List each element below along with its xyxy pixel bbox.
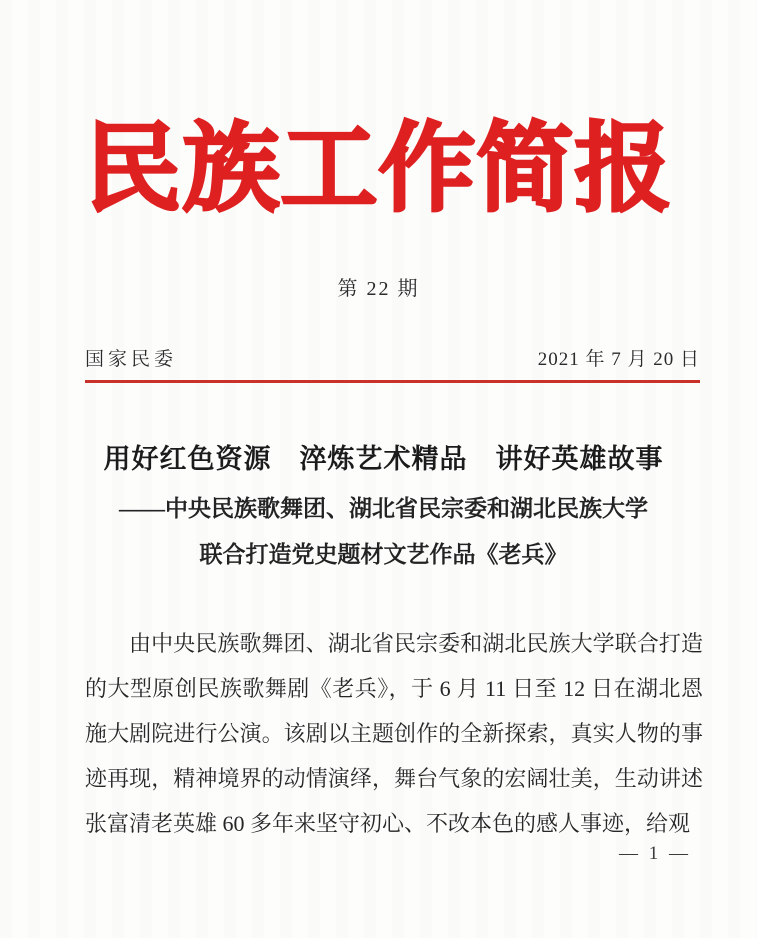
header-row	[85, 344, 700, 383]
article-body-paragraph: 由中央民族歌舞团、湖北省民宗委和湖北民族大学联合打造的大型原创民族歌舞剧《老兵》，于 6 月 11 日至 12 日在湖北恩施大剧院进行公演。该剧以主题创作的全新探索，真实人物的事迹再现，精神境界的动情演绎，舞台气象的宏阔壮美，生动讲述张富清老英雄 60 多年来坚守初心、不改本色的感人事迹，给观	[85, 631, 703, 836]
bulletin-masthead-title: 民族工作简报	[84, 114, 673, 223]
issuing-organization: 国家民委	[85, 349, 178, 370]
issue-number: 第 22 期	[337, 278, 420, 300]
page-number: — 1 —	[619, 843, 691, 864]
article-headline: 用好红色资源 淬炼艺术精品 讲好英雄故事	[103, 444, 664, 474]
article-subtitle-line-2: 联合打造党史题材文艺作品《老兵》	[199, 542, 568, 567]
article-subtitle-line-1: ——中央民族歌舞团、湖北省民宗委和湖北民族大学	[119, 496, 648, 521]
article-subtitle	[40, 486, 727, 578]
issue-date: 2021 年 7 月 20 日	[537, 349, 700, 370]
